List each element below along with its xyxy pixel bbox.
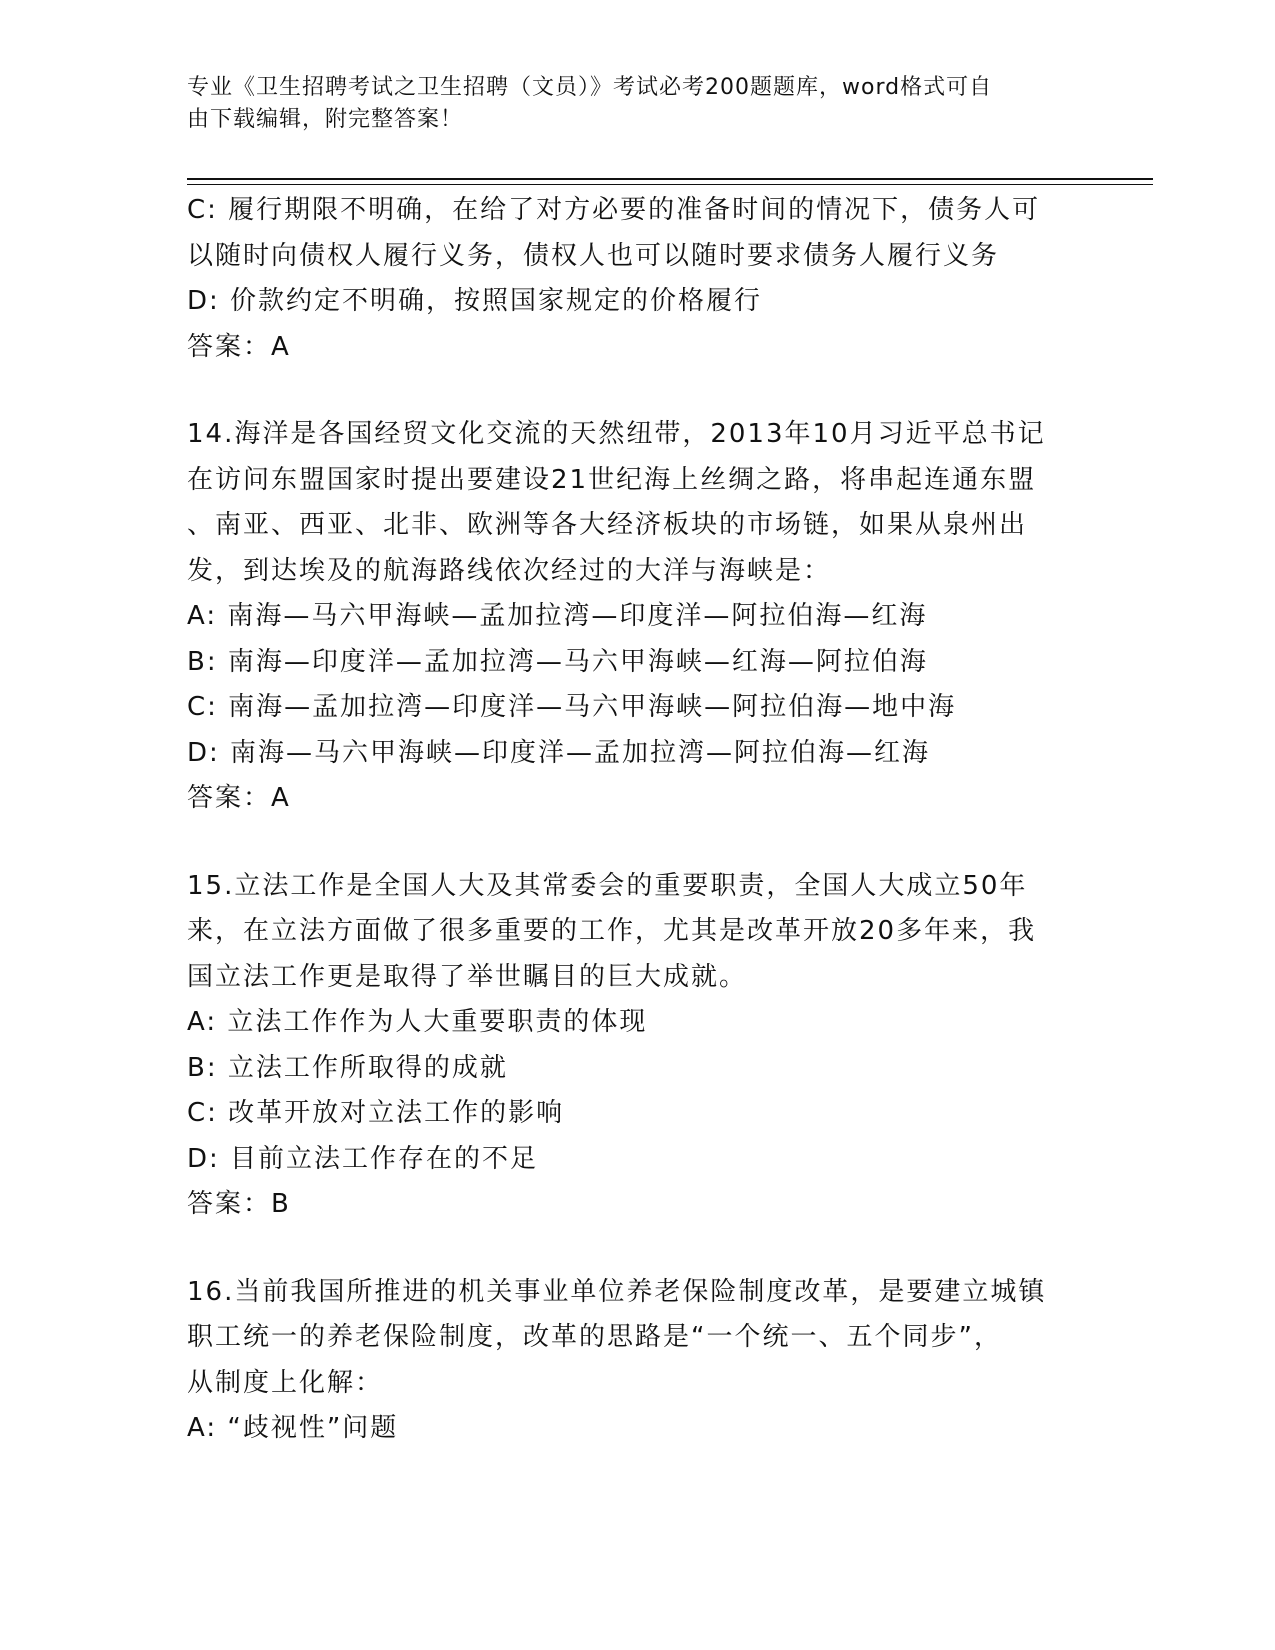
- option-c-line-1: C: 履行期限不明确，在给了对方必要的准备时间的情况下，债务人可: [187, 195, 1041, 225]
- spacer: [187, 370, 1087, 412]
- option-b: B: 立法工作所取得的成就: [187, 1052, 508, 1083]
- option-c: C: 改革开放对立法工作的影响: [187, 1098, 565, 1128]
- question-stem-line: 来，在立法方面做了很多重要的工作，尤其是改革开放20多年来，我: [187, 916, 1037, 946]
- option-c-line-2: 以随时向债权人履行义务，债权人也可以随时要求债务人履行义务: [187, 240, 1000, 271]
- option-a: A: 立法工作作为人大重要职责的体现: [187, 1007, 648, 1037]
- question-14: [187, 412, 1087, 822]
- question-stem-line: 、南亚、西亚、北非、欧洲等各大经济板块的市场链，如果从泉州出: [187, 510, 1028, 540]
- option-a: A: “歧视性”问题: [187, 1413, 399, 1443]
- answer: 答案：B: [187, 1189, 291, 1219]
- question-stem-line: 在访问东盟国家时提出要建设21世纪海上丝绸之路，将串起连通东盟: [187, 464, 1037, 495]
- header-line-1: 专业《卫生招聘考试之卫生招聘（文员）》考试必考200题题库，word格式可自: [187, 75, 993, 100]
- option-d: D: 南海—马六甲海峡—印度洋—孟加拉湾—阿拉伯海—红海: [187, 737, 931, 768]
- answer: 答案：A: [187, 331, 291, 362]
- question-stem-line: 16.当前我国所推进的机关事业单位养老保险制度改革，是要建立城镇: [187, 1276, 1047, 1307]
- option-d: D: 目前立法工作存在的不足: [187, 1143, 539, 1174]
- question-13-tail: [187, 188, 1087, 370]
- question-stem-line: 15.立法工作是全国人大及其常委会的重要职责，全国人大成立50年: [187, 870, 1028, 901]
- header-line-2: 由下载编辑，附完整答案！: [187, 107, 464, 132]
- header-rule-thin: [187, 184, 1153, 185]
- question-stem-line: 职工统一的养老保险制度，改革的思路是“一个统一、五个同步”，: [187, 1322, 1002, 1352]
- spacer: [187, 1228, 1087, 1270]
- option-d: D: 价款约定不明确，按照国家规定的价格履行: [187, 286, 763, 316]
- answer: 答案：A: [187, 783, 291, 813]
- option-c: C: 南海—孟加拉湾—印度洋—马六甲海峡—阿拉伯海—地中海: [187, 692, 957, 722]
- question-stem-line: 发，到达埃及的航海路线依次经过的大洋与海峡是：: [187, 555, 832, 586]
- option-a: A: 南海—马六甲海峡—孟加拉湾—印度洋—阿拉伯海—红海: [187, 601, 928, 631]
- question-stem-line: 14.海洋是各国经贸文化交流的天然纽带，2013年10月习近平总书记: [187, 419, 1046, 449]
- document-header: [187, 72, 1067, 136]
- question-stem-line: 从制度上化解：: [187, 1367, 384, 1398]
- header-rule-thick: [187, 178, 1153, 180]
- spacer: [187, 822, 1087, 864]
- document-body: [187, 188, 1087, 1452]
- question-15: [187, 864, 1087, 1228]
- question-stem-line: 国立法工作更是取得了举世瞩目的巨大成就。: [187, 961, 748, 992]
- question-16: [187, 1270, 1087, 1452]
- option-b: B: 南海—印度洋—孟加拉湾—马六甲海峡—红海—阿拉伯海: [187, 646, 928, 677]
